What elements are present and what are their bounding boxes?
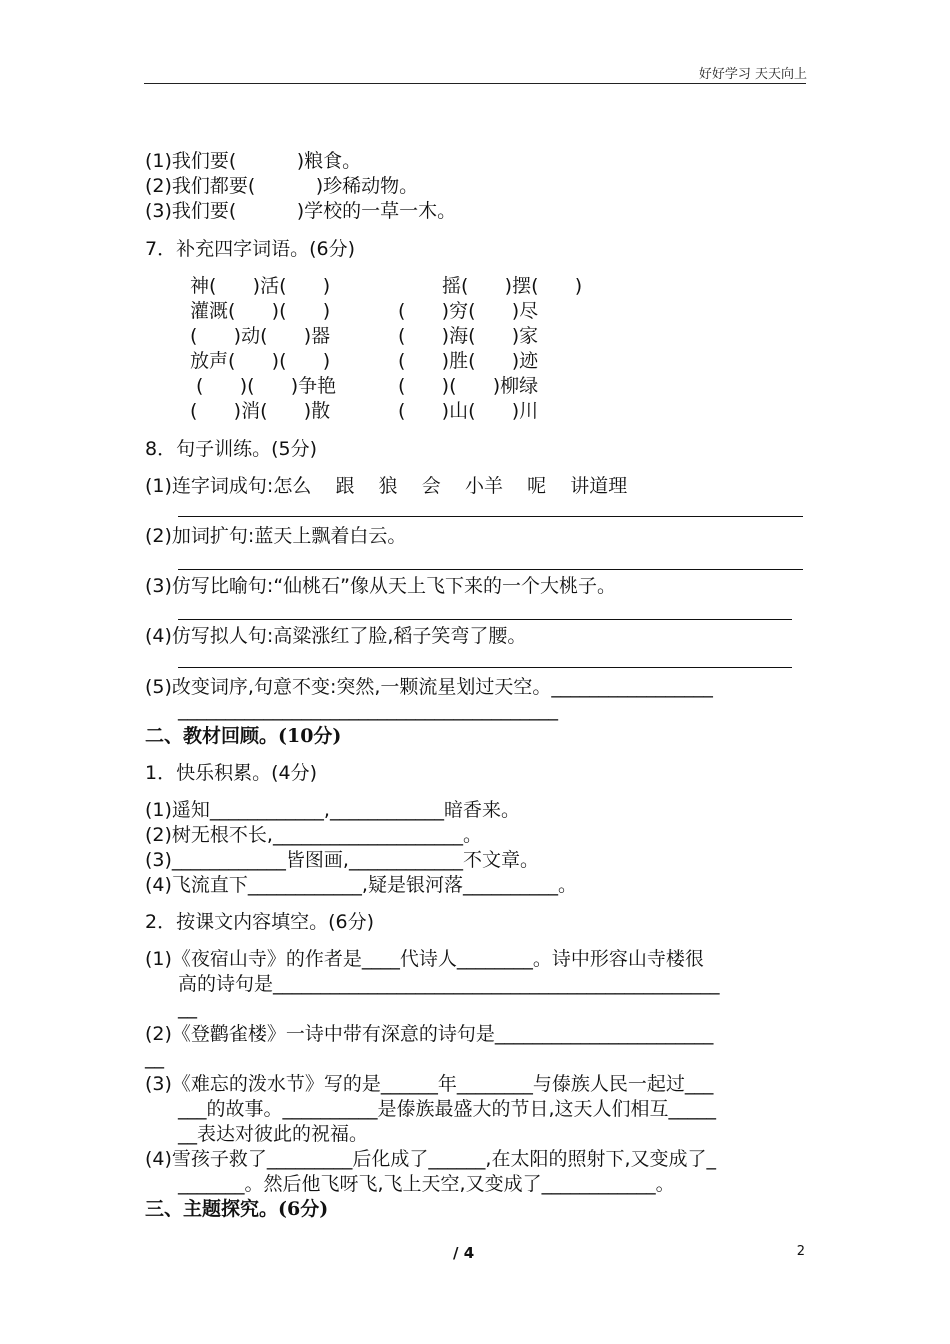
q7-left-item: ( )( )争艳 [190, 375, 337, 397]
header-motto: 好好学习 天天向上 [698, 67, 807, 82]
q7-left-item: ( )动( )器 [190, 325, 331, 347]
q1-item: (2)树无根不长,____________________。 [145, 824, 482, 846]
q7-left-item: 神( )活( ) [190, 275, 331, 297]
header-rule [144, 83, 806, 84]
q7-right-item: ( )山( )川 [398, 400, 539, 422]
q7-left-item: 灌溉( )( ) [190, 300, 331, 322]
q1-title: 1．快乐积累。(4分) [145, 762, 318, 784]
q2-line: 高的诗句是_______________________________________________ [178, 973, 720, 995]
q2-line: (4)雪孩子救了_________后化成了______,在太阳的照射下,又变成了_ [145, 1148, 716, 1170]
page-number: 2 [796, 1244, 805, 1259]
answer-line[interactable] [178, 667, 792, 668]
q2-line: (3)《难忘的泼水节》写的是______年________与傣族人民一起过___ [145, 1073, 714, 1095]
q2-title: 2．按课文内容填空。(6分) [145, 911, 375, 933]
q8-item: (3)仿写比喻句:“仙桃石”像从天上飞下来的一个大桃子。 [145, 575, 617, 597]
answer-line[interactable] [178, 619, 792, 620]
q2-line: (2)《登鹳雀楼》一诗中带有深意的诗句是_______________________ [145, 1023, 714, 1045]
q8-item: (4)仿写拟人句:高粱涨红了脸,稻子笑弯了腰。 [145, 625, 527, 647]
q7-right-item: ( )海( )家 [398, 325, 539, 347]
q6-sentence: (3)我们要( )学校的一草一木。 [145, 200, 457, 222]
q6-sentence: (2)我们都要( )珍稀动物。 [145, 175, 419, 197]
q7-right-item: ( )胜( )迹 [398, 350, 539, 372]
q2-line: __ [145, 1047, 164, 1069]
answer-line[interactable] [178, 516, 803, 517]
q7-right-item: ( )( )柳绿 [398, 375, 539, 397]
q6-sentence: (1)我们要( )粮食。 [145, 150, 362, 172]
q8-item: (1)连字词成句:怎么 跟 狼 会 小羊 呢 讲道理 [145, 475, 628, 497]
answer-line[interactable] [178, 569, 803, 570]
q2-line: _______。然后他飞呀飞,飞上天空,又变成了____________。 [178, 1173, 675, 1195]
q8-title: 8．句子训练。(5分) [145, 438, 318, 460]
q7-right-item: 摇( )摆( ) [442, 275, 583, 297]
page-counter: / 4 [453, 1244, 475, 1262]
q2-line: __表达对彼此的祝福。 [178, 1123, 369, 1145]
q2-line: ___的故事。__________是傣族最盛大的节日,这天人们相互_____ [178, 1098, 717, 1120]
q1-item: (4)飞流直下____________,疑是银河落__________。 [145, 874, 577, 896]
section2-title: 二、教材回顾。(10分) [145, 725, 342, 747]
q8-tail-line[interactable]: ________________________________________ [178, 699, 558, 721]
q8-item: (5)改变词序,句意不变:突然,一颗流星划过天空。_________________ [145, 676, 713, 698]
q1-item: (1)遥知____________,____________暗香来。 [145, 799, 520, 821]
q8-item: (2)加词扩句:蓝天上飘着白云。 [145, 525, 407, 547]
q2-line: __ [178, 997, 197, 1019]
q7-left-item: 放声( )( ) [190, 350, 331, 372]
q7-title: 7．补充四字词语。(6分) [145, 238, 356, 260]
section3-title: 三、主题探究。(6分) [145, 1198, 329, 1220]
q2-line: (1)《夜宿山寺》的作者是____代诗人________。诗中形容山寺楼很 [145, 948, 704, 970]
q7-left-item: ( )消( )散 [190, 400, 331, 422]
q7-right-item: ( )穷( )尽 [398, 300, 539, 322]
q1-item: (3)____________皆图画,____________不文章。 [145, 849, 539, 871]
